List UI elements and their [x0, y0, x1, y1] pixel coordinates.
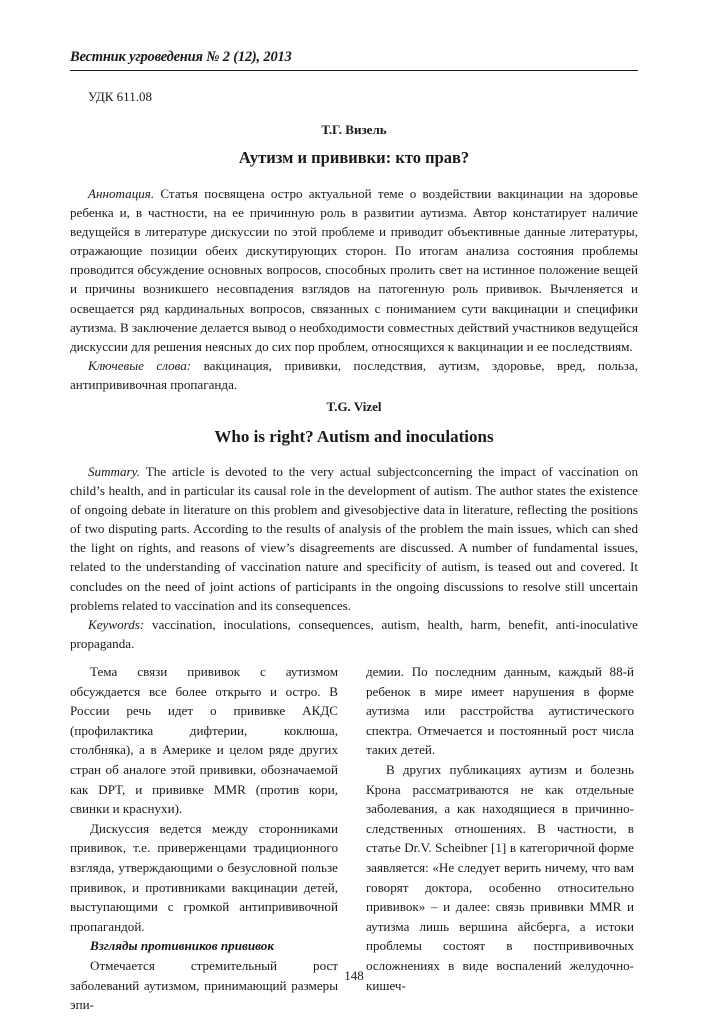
- keywords-en-label: Keywords:: [88, 616, 145, 632]
- author-english: T.G. Vizel: [326, 399, 382, 414]
- body-paragraph: Отмечается стремительный рост заболеваний аутизмом, принимающий размеры эпи-: [70, 957, 338, 1013]
- annotation-paragraph: [70, 184, 638, 356]
- body-paragraph: В других публикациях аутизм и болезнь Крона рассматриваются не как отдельные заболевания, а как находящиеся в причинно-следственных отношениях. В частности, в статье Dr.V. Scheibner [1] в категоричной форме заявляется: «Не следует верить ничему, что вам говорят доктора, особенно относительно прививок» – и далее: связь прививки MMR и аутизма лишь вершина айсберга, а истоки проблемы состоят в постпрививочных осложнениях в виде воспалений желудочно-кишеч-: [366, 761, 634, 993]
- body-column-left: [70, 662, 338, 1015]
- page-number: 148: [344, 968, 364, 983]
- summary-label: Summary.: [88, 464, 141, 479]
- body-column-right: [366, 662, 634, 995]
- annotation-label: Аннотация.: [88, 186, 155, 201]
- body-paragraph-continued: демии. По последним данным, каждый 88-й ребенок в мире имеет нарушения в форме аутизма или расстройства аутистического спектра. Отмечается и постоянный рост числа таких детей.: [366, 664, 634, 758]
- udc-code: УДК 611.08: [88, 89, 152, 104]
- body-paragraph: Тема связи прививок с аутизмом обсуждается все более открыто и остро. В России речь идет о прививке АКДС (профилактика дифтерии, коклюша, столбняка), а в Америке и целом ряде других стран об аналоге этой прививки, обозначаемой как DPT, и прививке MMR (против кори, свинки и краснухи).: [70, 664, 338, 817]
- abstract-english: [70, 462, 638, 653]
- title-russian: Аутизм и прививки: кто прав?: [238, 148, 470, 167]
- section-subheading: Взгляды противников прививок: [90, 938, 274, 954]
- summary-text: The article is devoted to the very actual subjectconcerning the impact of vaccination on child’s health, and in particular its causal role in the development of autism. The author states the existence of ongoing debate in literature on this problem and givesobjective data in literature, reflecting the positions of two disputing parts. According to the results of analysis of the problem the main issues, which can shed the light on rights, and reasons of view’s disagreements are discussed. A number of fundamental issues, related to the understanding of vaccination nature and specificity of autism, is teased out and covered. It concludes on the need of joint actions of participants in the ongoing discussions to resolve still uncertain problems related to vaccination and its consequences.: [70, 464, 638, 613]
- summary-paragraph: [70, 462, 638, 615]
- keywords-ru-text: вакцинация, прививки, последствия, аутизм, здоровье, вред, польза, антипрививочная пропаганда.: [70, 357, 638, 392]
- keywords-en-text: vaccination, inoculations, consequences, autism, health, harm, benefit, anti-inoculative propaganda.: [70, 616, 638, 651]
- keywords-en-paragraph: [70, 615, 638, 653]
- author-russian: Т.Г. Визель: [321, 122, 387, 137]
- annotation-text: Статья посвящена остро актуальной теме о воздействии вакцинации на здоровье ребенка и, в частности, на ее причинную роль в развитии аутизма. Автор констатирует наличие ведущейся в литературе дискуссии по этой проблеме и приводит объективные данные литературы, отражающие позиции обеих дискутирующих сторон. По итогам анализа состояния проблемы проводится обсуждение основных вопросов, способных пролить свет на истинное положение вещей и причины возникшего несовпадения взглядов на патогенную роль прививок. Вычленяется и освещается ряд кардинальных вопросов, связанных с пониманием сути вакцинации и специфики аутизма. В заключение делается вывод о необходимости совместных действий участников ведущейся дискуссии для решения неясных до сих пор проблем, относящихся к вакцинации и ее последствиям.: [70, 186, 638, 354]
- running-head: Вестник угроведения № 2 (12), 2013: [70, 49, 292, 65]
- keywords-ru-label: Ключевые слова:: [88, 357, 192, 373]
- header-rule: [70, 70, 638, 71]
- title-english: Who is right? Autism and inoculations: [214, 427, 494, 446]
- abstract-russian: [70, 184, 638, 394]
- body-paragraph: Дискуссия ведется между сторонниками прививок, т.е. приверженцами традиционного взгляда, утверждающими о безусловной пользе прививок, и противниками вакцинации детей, выступающими с громкой антипрививочной пропагандой.: [70, 820, 338, 934]
- keywords-ru-paragraph: [70, 356, 638, 394]
